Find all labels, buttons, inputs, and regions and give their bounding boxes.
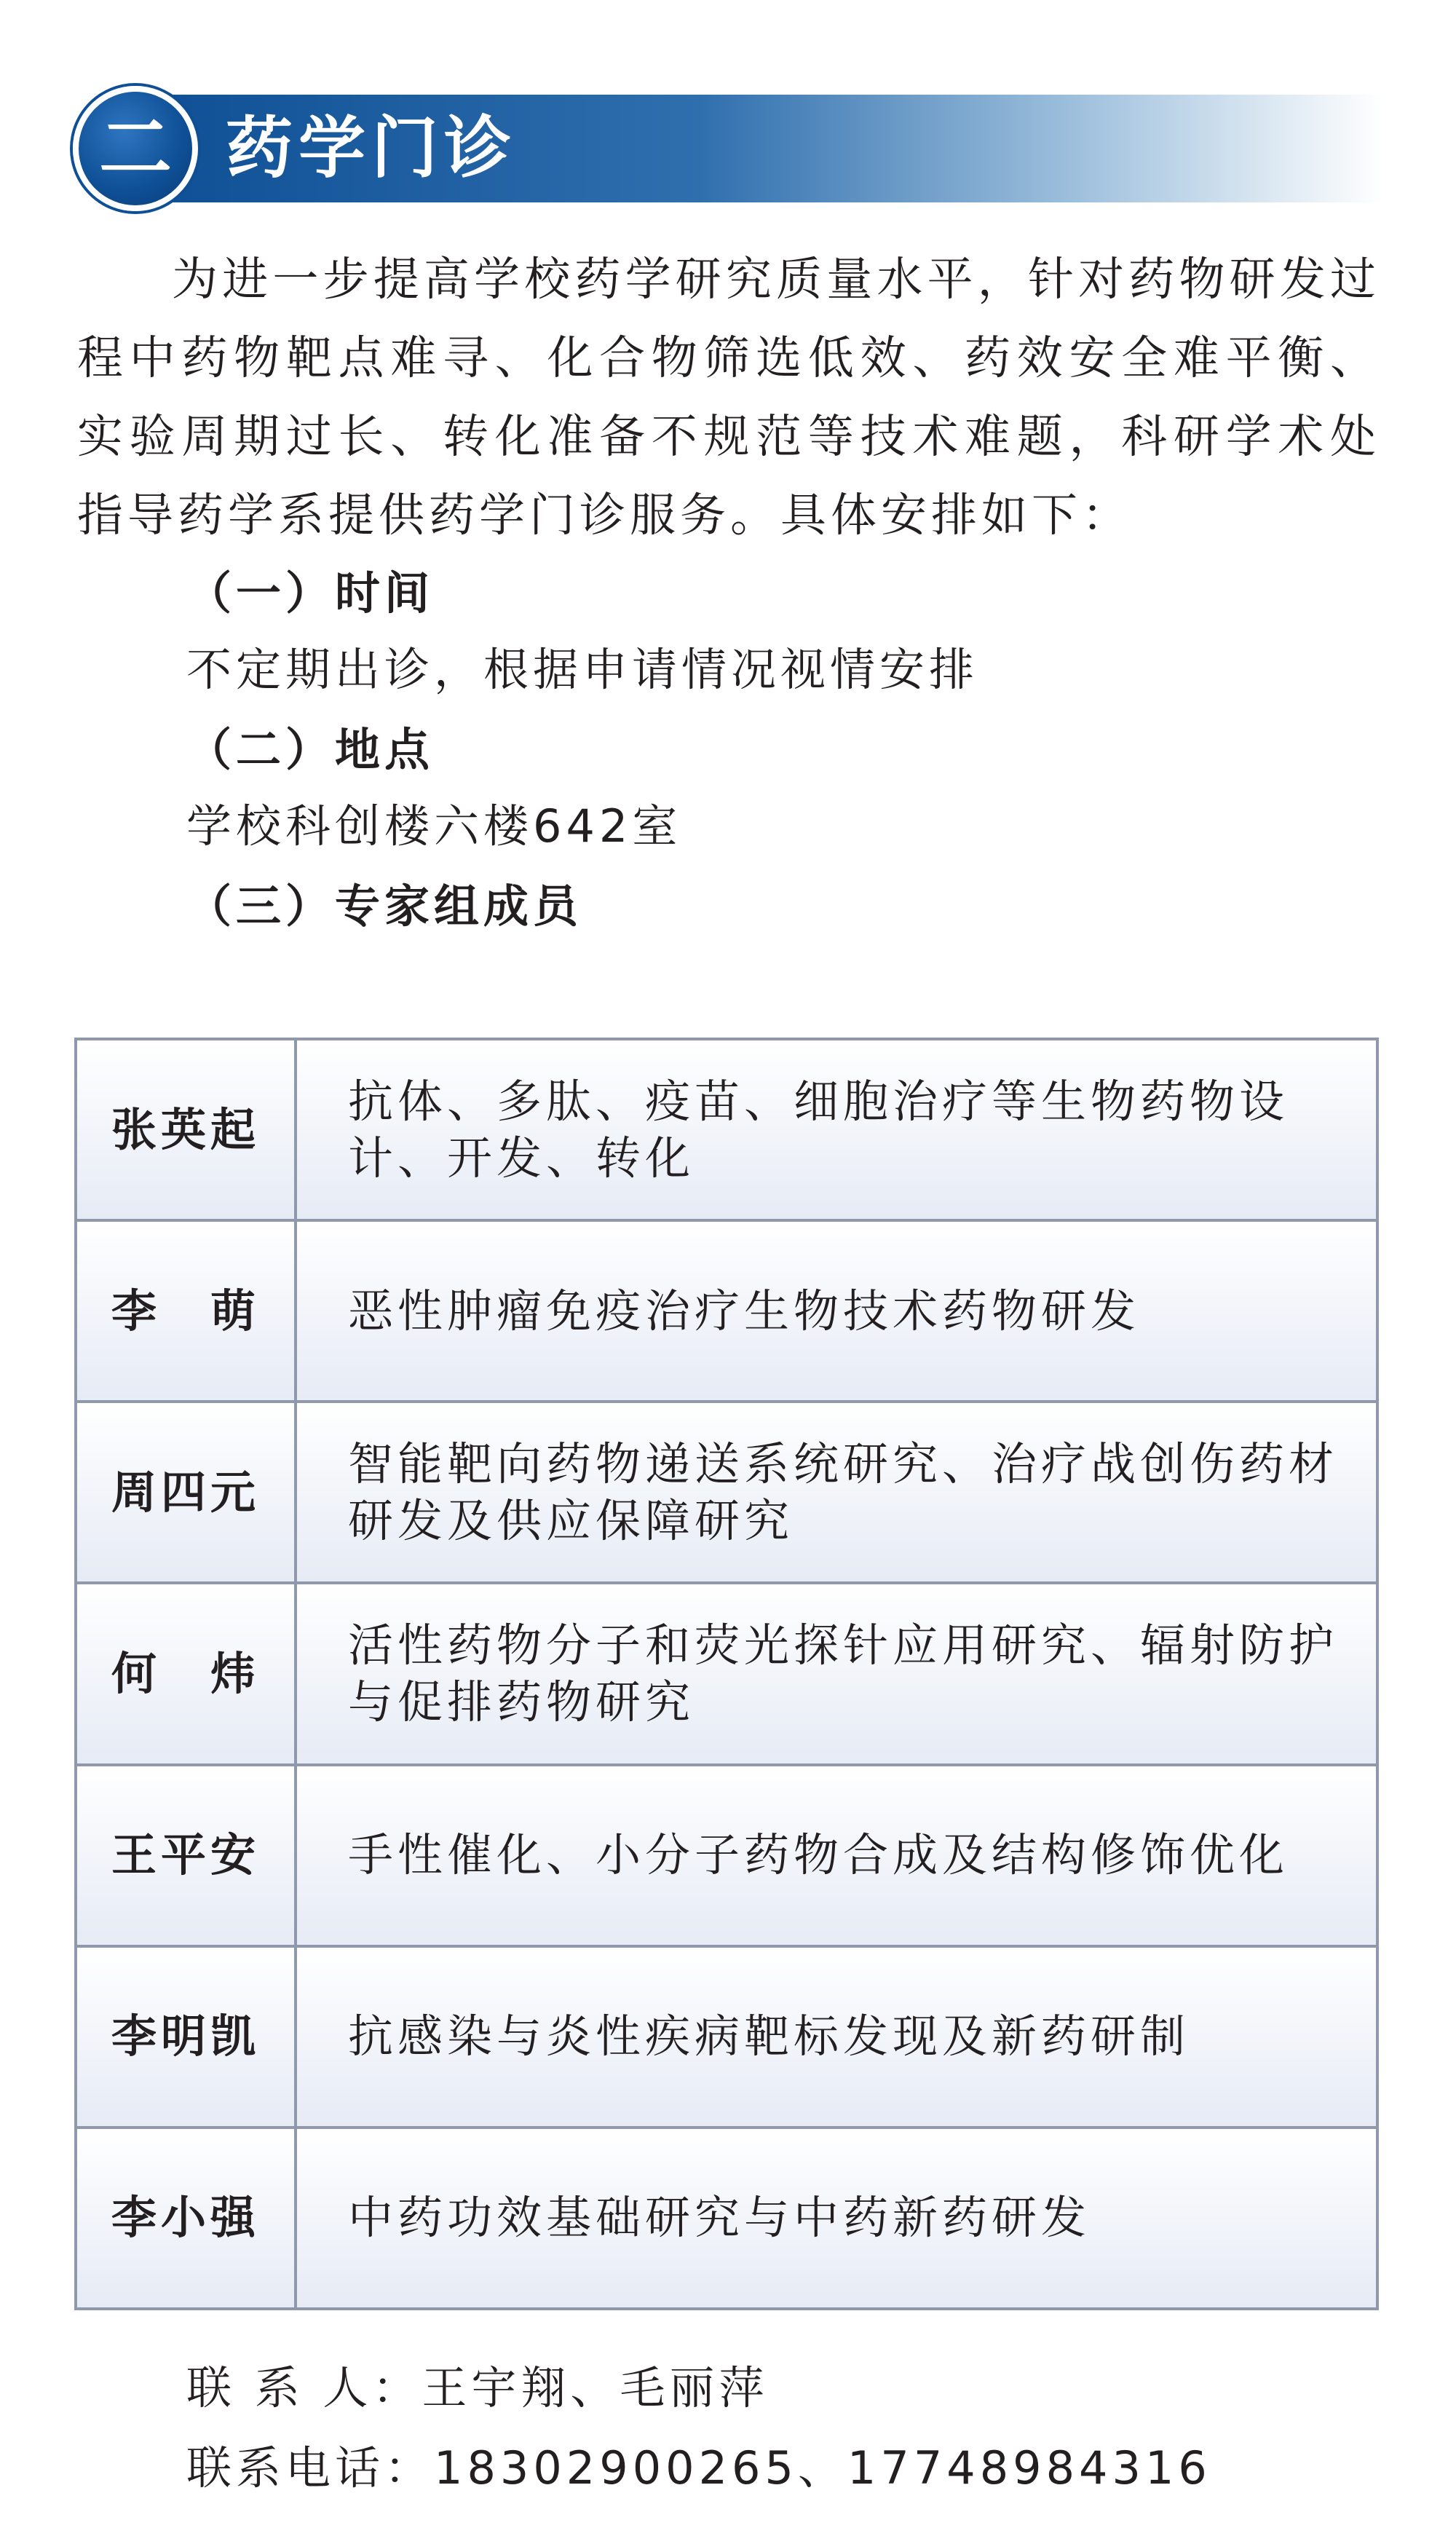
table-row xyxy=(76,2128,1377,2309)
expert-name: 李小强 xyxy=(76,2128,296,2309)
expert-field: 手性催化、小分子药物合成及结构修饰优化 xyxy=(296,1765,1377,1946)
contact-phone-label: 联系电话： xyxy=(186,2441,435,2494)
contact-person-label: 联 系 人： xyxy=(186,2361,422,2414)
time-body: 不定期出诊，根据申请情况视情安排 xyxy=(186,643,979,696)
table-row xyxy=(76,1220,1377,1402)
table-row xyxy=(76,1039,1377,1220)
section-number-badge: 二 xyxy=(73,86,198,211)
expert-name: 王平安 xyxy=(76,1765,296,1946)
experts-heading: （三）专家组成员 xyxy=(186,880,583,933)
contact-person xyxy=(186,2355,768,2421)
section-title: 药学门诊 xyxy=(226,109,518,187)
experts-table xyxy=(74,1038,1379,2310)
expert-field: 中药功效基础研究与中药新药研发 xyxy=(296,2128,1377,2309)
time-heading: （一）时间 xyxy=(186,566,435,620)
contact-person-value: 王宇翔、毛丽萍 xyxy=(422,2361,769,2414)
table-row xyxy=(76,1583,1377,1764)
table-row xyxy=(76,1765,1377,1946)
location-heading: （二）地点 xyxy=(186,723,435,776)
expert-field: 抗感染与炎性疾病靶标发现及新药研制 xyxy=(296,1946,1377,2128)
expert-name: 何 炜 xyxy=(76,1583,296,1764)
location-body: 学校科创楼六楼642室 xyxy=(186,799,682,853)
expert-field: 恶性肿瘤免疫治疗生物技术药物研发 xyxy=(296,1220,1377,1402)
expert-field: 活性药物分子和荧光探针应用研究、辐射防护与促排药物研究 xyxy=(296,1583,1377,1764)
expert-name: 李 萌 xyxy=(76,1220,296,1402)
expert-name: 周四元 xyxy=(76,1402,296,1583)
intro-paragraph: 为进一步提高学校药学研究质量水平，针对药物研发过程中药物靶点难寻、化合物筛选低效、药效安全难平衡、实验周期过长、转化准备不规范等技术难题，科研学术处指导药学系提供药学门诊服务。具体安排如下： xyxy=(77,253,1380,542)
contact-phone xyxy=(186,2436,1211,2501)
expert-field: 智能靶向药物递送系统研究、治疗战创伤药材研发及供应保障研究 xyxy=(296,1402,1377,1583)
table-row xyxy=(76,1946,1377,2128)
expert-name: 张英起 xyxy=(76,1039,296,1220)
expert-field: 抗体、多肽、疫苗、细胞治疗等生物药物设计、开发、转化 xyxy=(296,1039,1377,1220)
contact-phone-value: 18302900265、17748984316 xyxy=(434,2441,1211,2494)
expert-name: 李明凯 xyxy=(76,1946,296,2128)
table-row xyxy=(76,1402,1377,1583)
section-banner xyxy=(73,86,1383,211)
